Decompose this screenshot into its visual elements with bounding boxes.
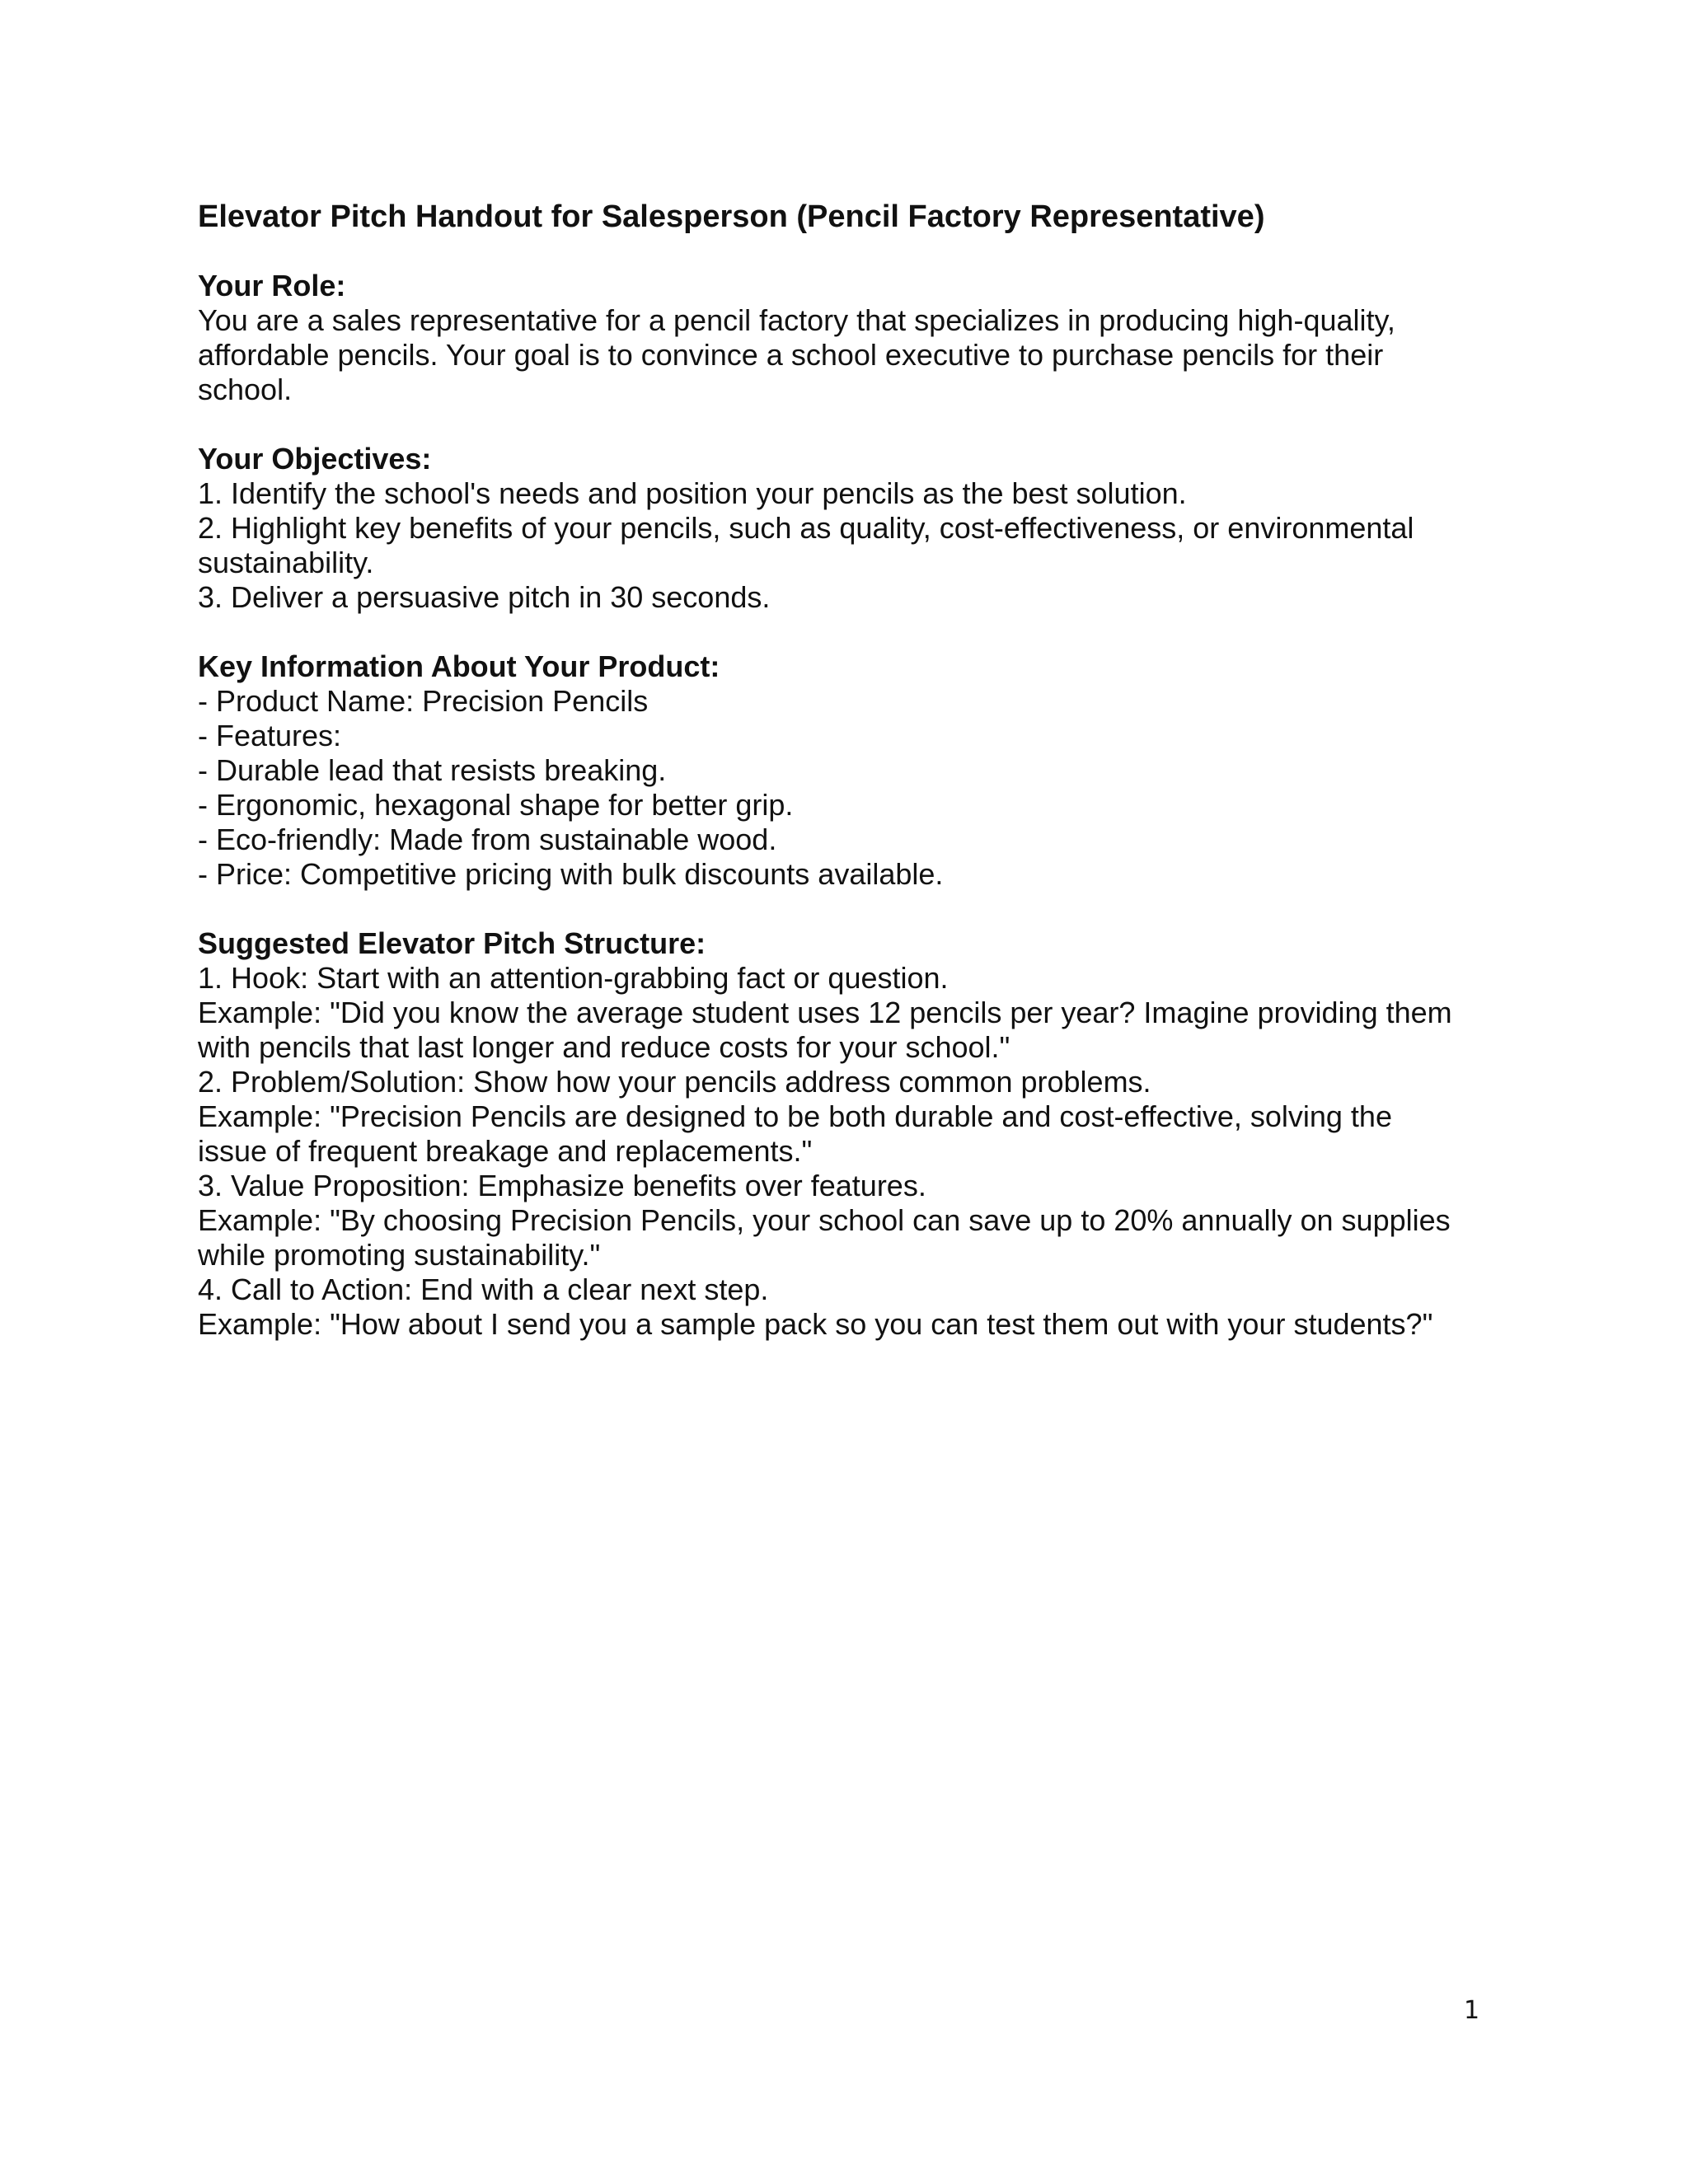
list-item: 3. Deliver a persuasive pitch in 30 seconds. xyxy=(198,580,771,614)
list-item: 1. Identify the school's needs and position your pencils as the best solution. xyxy=(198,476,1187,510)
paragraph-line: school. xyxy=(198,373,293,406)
list-item: - Features: xyxy=(198,719,342,752)
list-item: 2. Problem/Solution: Show how your pencils address common problems. xyxy=(198,1065,1151,1099)
example-line: Example: "By choosing Precision Pencils, your school can save up to 20% annually on supplies xyxy=(198,1203,1451,1237)
section-pitch-structure xyxy=(198,926,1533,1342)
section-your-objectives xyxy=(198,442,1533,615)
section-heading: Suggested Elevator Pitch Structure: xyxy=(198,926,706,960)
section-heading: Key Information About Your Product: xyxy=(198,649,720,683)
section-heading: Your Role: xyxy=(198,269,346,302)
list-item: - Ergonomic, hexagonal shape for better grip. xyxy=(198,788,794,822)
list-item: - Product Name: Precision Pencils xyxy=(198,684,649,718)
list-item: - Durable lead that resists breaking. xyxy=(198,753,667,787)
list-item: 2. Highlight key benefits of your pencils, such as quality, cost-effectiveness, or environmental xyxy=(198,511,1414,545)
example-line: Example: "How about I send you a sample pack so you can test them out with your students?" xyxy=(198,1307,1433,1341)
paragraph-line: affordable pencils. Your goal is to convince a school executive to purchase pencils for their xyxy=(198,338,1384,372)
example-line: Example: "Did you know the average student uses 12 pencils per year? Imagine providing them xyxy=(198,996,1452,1029)
page-number: 1 xyxy=(1464,1996,1480,2025)
example-line: issue of frequent breakage and replacements." xyxy=(198,1134,813,1168)
document-title: Elevator Pitch Handout for Salesperson (Pencil Factory Representative) xyxy=(198,199,1265,234)
document-body xyxy=(198,196,1533,1376)
section-key-information xyxy=(198,649,1533,892)
paragraph-line: You are a sales representative for a pencil factory that specializes in producing high-quality, xyxy=(198,303,1395,337)
example-line: with pencils that last longer and reduce costs for your school." xyxy=(198,1030,1010,1064)
list-item: 4. Call to Action: End with a clear next step. xyxy=(198,1272,769,1306)
section-your-role xyxy=(198,269,1533,407)
example-line: while promoting sustainability." xyxy=(198,1238,601,1272)
list-item: 1. Hook: Start with an attention-grabbing fact or question. xyxy=(198,961,949,995)
example-line: Example: "Precision Pencils are designed to be both durable and cost-effective, solving the xyxy=(198,1099,1392,1133)
list-item: 3. Value Proposition: Emphasize benefits over features. xyxy=(198,1169,926,1202)
section-heading: Your Objectives: xyxy=(198,442,432,476)
list-item: sustainability. xyxy=(198,546,374,579)
list-item: - Price: Competitive pricing with bulk discounts available. xyxy=(198,857,944,891)
list-item: - Eco-friendly: Made from sustainable wood. xyxy=(198,823,777,856)
